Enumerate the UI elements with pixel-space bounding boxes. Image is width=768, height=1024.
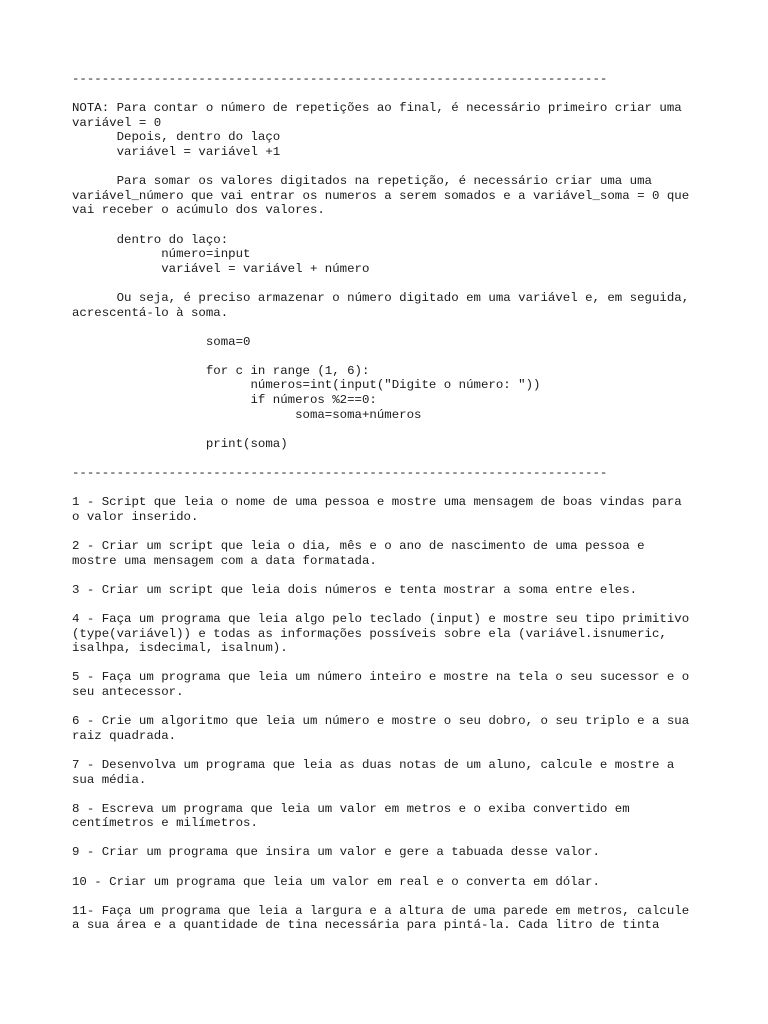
exercise-8: 8 - Escreva um programa que leia um valor em metros e o exiba convertido em centímetros e milímetros. — [72, 801, 630, 831]
code-line-1: soma=0 — [72, 334, 251, 349]
note-loop-sum: variável = variável + número — [72, 261, 370, 276]
note-paragraph-2: Para somar os valores digitados na repetição, é necessário criar uma uma variável_número que vai entrar os numeros a serem somados e a variável_soma = 0 que vai receber o acúmulo dos valores. — [72, 174, 690, 218]
code-line-4: if números %2==0: — [72, 393, 377, 408]
exercise-3: 3 - Criar um script que leia dois números e tenta mostrar a soma entre eles. — [72, 582, 638, 597]
exercise-11: 11- Faça um programa que leia a largura e a altura de uma parede em metros, calcule a sua área e a quantidade de tina necessária para pintá-la. Cada litro de tinta — [72, 903, 690, 933]
exercise-10: 10 - Criar um programa que leia um valor em real e o converta em dólar. — [72, 874, 600, 889]
note-paragraph-4: Ou seja, é preciso armazenar o número digitado em uma variável e, em seguida, acrescentá-lo à soma. — [72, 290, 690, 320]
exercise-2: 2 - Criar um script que leia o dia, mês e o ano de nascimento de uma pessoa e mostre uma mensagem com a data formatada. — [72, 539, 645, 568]
exercise-7: 7 - Desenvolva um programa que leia as duas notas de um aluno, calcule e mostre a sua média. — [72, 757, 675, 787]
exercise-4: 4 - Faça um programa que leia algo pelo teclado (input) e mostre seu tipo primitivo (type(variável)) e todas as informações possíveis sobre ela (variável.isnumeric, isalhpa, isdecimal, isalnum). — [72, 611, 690, 656]
exercise-5: 5 - Faça um programa que leia um número inteiro e mostre na tela o seu sucessor e o seu antecessor. — [72, 670, 690, 699]
code-line-6: print(soma) — [72, 436, 288, 451]
code-line-5: soma=soma+números — [72, 407, 422, 422]
code-line-3: números=int(input("Digite o número: ")) — [72, 378, 541, 393]
code-line-2: for c in range (1, 6): — [72, 363, 370, 378]
note-paragraph-1: NOTA: Para contar o número de repetições ao final, é necessário primeiro criar uma variável = 0 — [72, 101, 682, 130]
note-line-depois: Depois, dentro do laço — [72, 130, 281, 145]
exercise-6: 6 - Crie um algoritmo que leia um número e mostre o seu dobro, o seu triplo e a sua raiz quadrada. — [72, 714, 690, 743]
note-loop-label: dentro do laço: — [72, 232, 229, 247]
exercise-1: 1 - Script que leia o nome de uma pessoa e mostre uma mensagem de boas vindas para o valor inserido. — [72, 495, 682, 524]
separator-bottom: ------------------------------------------------------------------------ — [72, 466, 608, 481]
separator-top: ------------------------------------------------------------------------ — [72, 72, 608, 86]
note-line-increment: variável = variável +1 — [72, 144, 281, 159]
exercise-9: 9 - Criar um programa que insira um valor e gere a tabuada desse valor. — [72, 845, 600, 860]
note-loop-input: número=input — [72, 247, 251, 262]
